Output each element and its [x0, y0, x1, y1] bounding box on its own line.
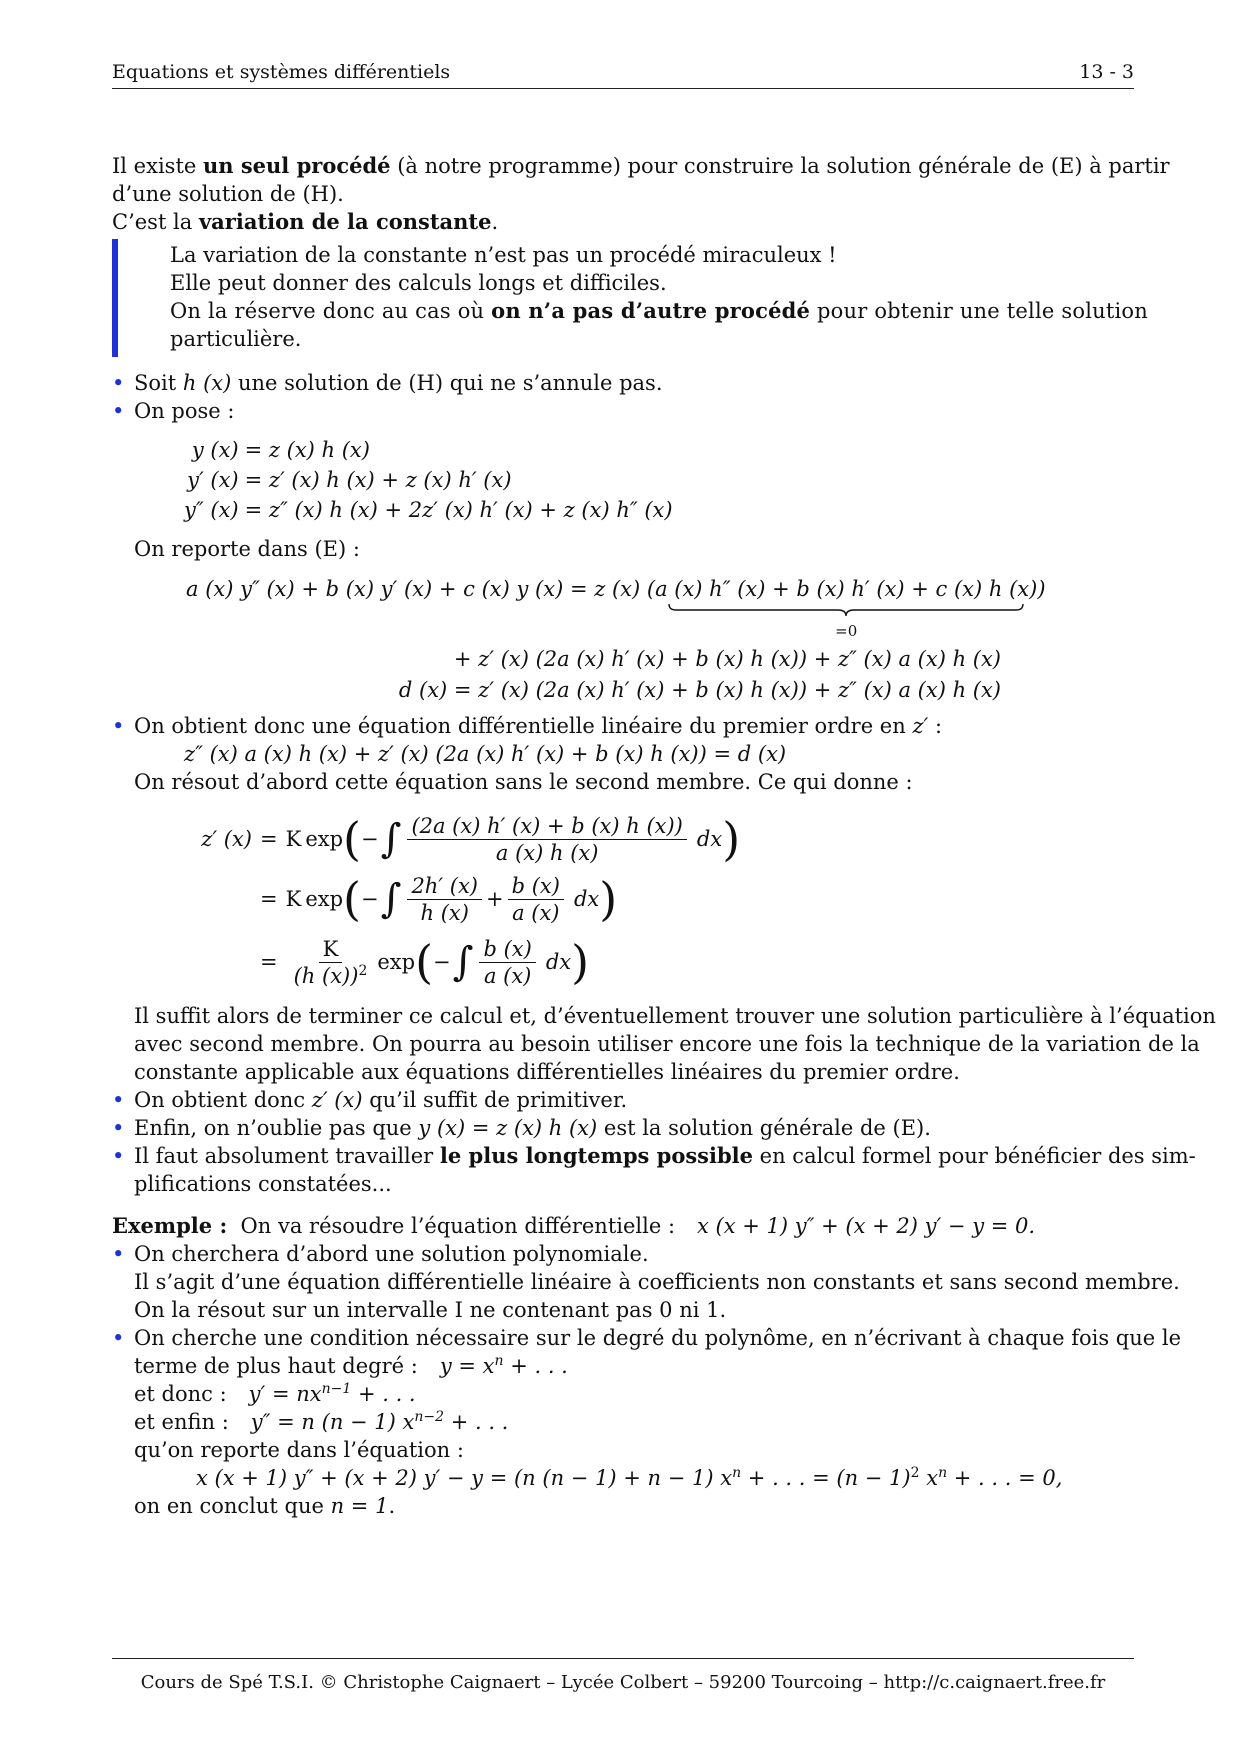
text-line: • On cherchera d’abord une solution polynomiale.	[134, 1242, 649, 1266]
equation-lhs: a (x) y″ (x) + b (x) y′ (x) + c (x) y (x) = z (x)	[186, 577, 647, 601]
page-footer	[112, 1658, 1134, 1697]
remark-line: La variation de la constante n’est pas un procédé miraculeux !	[170, 243, 837, 267]
derivation-row	[184, 810, 1134, 868]
equals-sign: =	[260, 827, 278, 851]
fraction	[508, 874, 564, 925]
intro-bold: un seul procédé	[203, 153, 391, 178]
minus-sign: −	[360, 887, 379, 911]
text-line: Il suffit alors de terminer ce calcul et, d’éventuellement trouver une solution particulière à l’équation	[134, 1004, 1216, 1028]
equation-lhs: z′ (x)	[201, 827, 252, 851]
constant: K	[285, 887, 302, 911]
math-inline: x	[919, 1466, 939, 1490]
text: .	[388, 1494, 396, 1518]
page-number: 13 - 3	[1079, 61, 1134, 83]
paren-right: )	[599, 872, 618, 926]
math-inline: x (x + 1) y″ + (x + 2) y′ − y = (n (n − 1) + n − 1) x	[196, 1466, 733, 1490]
derivation-row	[184, 868, 1134, 930]
math-inline: z′	[912, 714, 929, 738]
numerator: 2h′ (x)	[407, 874, 482, 900]
math-inline: + . . .	[503, 1354, 568, 1378]
exponent: 2	[910, 1465, 920, 1481]
list-item	[112, 397, 1134, 704]
fraction	[290, 937, 372, 988]
text: :	[928, 714, 943, 738]
text: On va résoudre l’équation différentielle :	[227, 1214, 676, 1238]
remark-box	[112, 239, 1148, 357]
exponent: 2	[358, 962, 368, 979]
text: et enfin :	[134, 1410, 229, 1434]
text: Soit	[134, 371, 183, 395]
equation-rhs: = z (x) h (x)	[244, 438, 370, 462]
exponent: n	[938, 1465, 948, 1481]
denominator: h (x)	[420, 900, 469, 925]
intro-text: (à notre programme) pour construire la solution générale de (E) à partir	[390, 154, 1170, 178]
aligned-equations	[184, 435, 673, 525]
intro-text: C’est la	[112, 210, 199, 234]
paren-right: )	[571, 935, 590, 989]
numerator: (2a (x) h′ (x) + b (x) h (x))	[407, 814, 686, 840]
equation-rhs: = z″ (x) h (x) + 2z′ (x) h′ (x) + z (x) h″ (x)	[244, 498, 673, 522]
list-item	[112, 1114, 1134, 1142]
after-paragraph	[134, 1002, 1216, 1086]
fraction	[479, 937, 535, 988]
remark-text: pour obtenir une telle solution	[810, 299, 1148, 323]
exp-function: exp	[305, 827, 344, 851]
math-inline: y (x) = z (x) h (x)	[418, 1116, 598, 1140]
solution-derivation	[184, 810, 1134, 994]
remark-bold: on n’a pas d’autre procédé	[491, 298, 811, 323]
underbrace-content: (a (x) h″ (x) + b (x) h′ (x) + c (x) h (x))	[646, 577, 1046, 601]
equation-line: + z′ (x) (2a (x) h′ (x) + b (x) h (x)) + z″ (x) a (x) h (x)	[453, 647, 1001, 671]
numerator: b (x)	[508, 874, 564, 900]
equation-line: z″ (x) a (x) h (x) + z′ (x) (2a (x) h′ (x) + b (x) h (x)) = d (x)	[184, 742, 787, 766]
example-label: Exemple :	[112, 1213, 228, 1238]
derivation-row	[184, 930, 1134, 994]
math-inline: n = 1	[330, 1494, 389, 1518]
exponent: n−1	[321, 1381, 352, 1397]
differential: dx	[696, 827, 723, 851]
text-line: avec second membre. On pourra au besoin utiliser encore une fois la technique de la variation de la	[134, 1032, 1200, 1056]
list-item	[112, 1240, 1180, 1324]
math-inline: y = x	[439, 1354, 495, 1378]
text: Il faut absolument travailler	[134, 1144, 440, 1168]
equation-rhs: = z′ (x) h (x) + z (x) h′ (x)	[244, 468, 512, 492]
pose-equations	[184, 435, 1134, 525]
intro-text: .	[491, 210, 499, 234]
text: On reporte dans (E) :	[134, 537, 360, 561]
exp-function: exp	[377, 950, 416, 974]
fraction	[407, 814, 686, 865]
denominator: a (x)	[512, 900, 560, 925]
intro-bold: variation de la constante	[198, 209, 492, 234]
text: on en conclut que	[134, 1494, 331, 1518]
example-list	[112, 1240, 1181, 1520]
text: en calcul formel pour bénéficier des sim-	[753, 1144, 1196, 1168]
integral-icon: ∫	[452, 939, 474, 985]
content	[112, 152, 1216, 1520]
denominator: a (x) h (x)	[495, 840, 599, 865]
report-equation	[186, 575, 1134, 704]
remark-text: On la réserve donc au cas où	[170, 299, 492, 323]
text: Enfin, on n’oublie pas que	[134, 1116, 419, 1140]
underbrace-icon	[668, 603, 1024, 617]
list-item	[112, 1324, 1181, 1520]
equation-lhs: y (x)	[191, 438, 239, 462]
text: et donc :	[134, 1382, 227, 1406]
bold-text: le plus longtemps possible	[439, 1143, 753, 1168]
exponent: n	[732, 1465, 742, 1481]
example-equation: x (x + 1) y″ + (x + 2) y′ − y = 0.	[697, 1214, 1036, 1238]
numerator: K	[319, 937, 343, 963]
math-inline: z′ (x)	[311, 1088, 363, 1112]
list-item	[112, 1142, 1196, 1198]
exp-function: exp	[305, 887, 344, 911]
exponent: n	[494, 1353, 504, 1369]
remark-line: Elle peut donner des calculs longs et difficiles.	[170, 271, 667, 295]
equals-sign: =	[260, 950, 278, 974]
intro-line2: d’une solution de (H).	[112, 182, 344, 206]
text: terme de plus haut degré :	[134, 1354, 418, 1378]
math-inline: + . . .	[444, 1410, 509, 1434]
math-inline: y′ = nx	[248, 1382, 322, 1406]
underbrace-label: =0	[835, 622, 858, 640]
paren-left: (	[343, 872, 361, 926]
intro-text: Il existe	[112, 154, 203, 178]
math-inline: + . . .	[351, 1382, 416, 1406]
text: qu’il suffit de primitiver.	[362, 1088, 628, 1112]
page	[112, 60, 1216, 1710]
equation-line: d (x) = z′ (x) (2a (x) h′ (x) + b (x) h (x)) + z″ (x) a (x) h (x)	[398, 678, 1001, 702]
footer-text: Cours de Spé T.S.I. © Christophe Caignaert – Lycée Colbert – 59200 Tourcoing – http://c.caignaert.free.fr	[140, 1672, 1106, 1693]
text-line: constante applicable aux équations différentielles linéaires du premier ordre.	[134, 1060, 960, 1084]
integral-icon: ∫	[380, 876, 402, 922]
denominator: (h (x))	[293, 963, 359, 988]
text: On pose :	[134, 399, 235, 423]
minus-sign: −	[433, 950, 451, 974]
paren-left: (	[343, 812, 361, 866]
text-line: plifications constatées...	[134, 1172, 392, 1196]
exponent: n−2	[414, 1409, 445, 1425]
underbrace-group	[647, 575, 1046, 639]
text-line: Il s’agit d’une équation différentielle linéaire à coefficients non constants et sans second membre.	[134, 1270, 1180, 1294]
remark-line: particulière.	[170, 327, 302, 351]
text-line: On la résout sur un intervalle I ne contenant pas 0 ni 1.	[134, 1298, 727, 1322]
list-item	[112, 369, 1134, 397]
fraction	[407, 874, 482, 925]
text: On obtient donc une équation différentielle linéaire du premier ordre en	[134, 714, 913, 738]
math-inline: + . . . = 0,	[947, 1466, 1063, 1490]
paren-right: )	[722, 812, 741, 866]
intro-paragraph	[112, 152, 1170, 236]
equation-lhs: y′ (x)	[187, 468, 239, 492]
text: On résout d’abord cette équation sans le second membre. Ce qui donne :	[134, 770, 913, 794]
math-inline: + . . . = (n − 1)	[741, 1466, 911, 1490]
text: est la solution générale de (E).	[597, 1116, 931, 1140]
text-line: • On cherche une condition nécessaire sur le degré du polynôme, en n’écrivant à chaque fois que le	[134, 1326, 1181, 1350]
math-inline: y″ = n (n − 1) x	[250, 1410, 415, 1434]
equation-line	[196, 1464, 1134, 1492]
numerator: b (x)	[479, 937, 535, 963]
denominator: a (x)	[483, 963, 532, 988]
equals-sign: =	[260, 887, 278, 911]
differential: dx	[545, 950, 572, 974]
list-item	[112, 1086, 1134, 1114]
text: une solution de (H) qui ne s’annule pas.	[231, 371, 663, 395]
plus-sign: +	[486, 887, 504, 911]
steps-list	[112, 369, 1216, 1198]
paren-left: (	[415, 935, 434, 989]
constant: K	[285, 827, 302, 851]
differential: dx	[573, 887, 600, 911]
equation-lhs: y″ (x)	[184, 498, 239, 522]
integral-icon: ∫	[380, 816, 402, 862]
text: On obtient donc	[134, 1088, 312, 1112]
math-inline: h (x)	[182, 371, 232, 395]
example-heading	[112, 1212, 1134, 1240]
header-title: Equations et systèmes différentiels	[112, 61, 451, 83]
text-line: qu’on reporte dans l’équation :	[134, 1438, 464, 1462]
running-header	[112, 60, 1134, 89]
list-item	[112, 712, 1216, 1086]
minus-sign: −	[360, 827, 379, 851]
